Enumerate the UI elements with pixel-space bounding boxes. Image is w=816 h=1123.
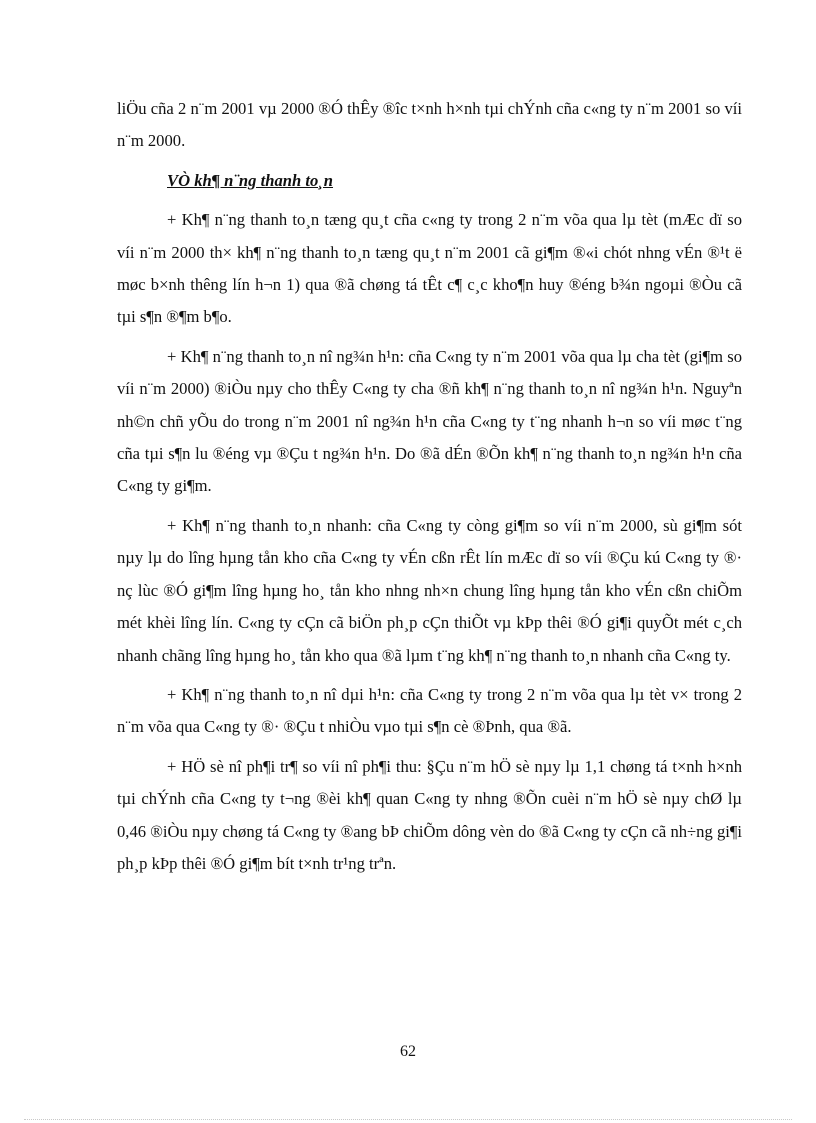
section-heading: VÒ kh¶ n¨ng thanh to¸n [167, 170, 334, 190]
paragraph-long-term-solvency: + Kh¶ n¨ng thanh to¸n nî dµi h¹n: cña C«ng ty trong 2 n¨m võa qua lµ tèt v× trong 2 n¨m võa qua C«ng ty ®· ®Çu t nhiÒu vµo tµi s¶n cè ®Þnh, qua ®ã. [117, 684, 742, 737]
page-bottom-divider [24, 1119, 792, 1120]
page-number: 62 [400, 1043, 416, 1060]
paragraph-payables-receivables: + HÖ sè nî ph¶i tr¶ so víi nî ph¶i thu: §Çu n¨m hÖ sè nµy lµ 1,1 chøng tá t×nh h×nh tµi chÝnh cña C«ng ty t¬ng ®èi kh¶ quan C«ng ty nhng ®Õn cuèi n¨m hÖ sè nµy chØ lµ 0,46 ®iÒu nµy chøng tá C«ng ty ®ang bÞ chiÕm dông vèn do ®ã C«ng ty cÇn cã nh÷ng gi¶i ph¸p kÞp thêi ®Ó gi¶m bít t×nh tr¹ng trªn. [117, 756, 742, 873]
paragraph-intro-continuation: liÖu cña 2 n¨m 2001 vµ 2000 ®Ó thÊy ®îc t×nh h×nh tµi chÝnh cña c«ng ty n¨m 2001 so víi n¨m 2000. [117, 99, 742, 151]
paragraph-general-solvency: + Kh¶ n¨ng thanh to¸n tæng qu¸t cña c«ng ty trong 2 n¨m võa qua lµ tèt (mÆc dï so víi n¨m 2000 th× kh¶ n¨ng thanh to¸n tæng qu¸t n¨m 2001 cã gi¶m ®«i chót nhng vÉn ®¹t ë møc b×nh thêng lín h¬n 1) qua ®ã chøng tá tÊt c¶ c¸c kho¶n huy ®éng b¾n ngoµi ®Òu cã tµi s¶n ®¶m b¶o. [117, 210, 742, 327]
paragraph-quick-ratio: + Kh¶ n¨ng thanh to¸n nhanh: cña C«ng ty còng gi¶m so víi n¨m 2000, sù gi¶m sót nµy lµ do lîng hµng tån kho cña C«ng ty vÉn cßn rÊt lín mÆc dï so víi ®Çu kú C«ng ty ®· nç lùc ®Ó gi¶m lîng hµng ho¸ tån kho nhng nh×n chung lîng hµng tån kho vÉn cßn chiÕm mét khèi lîng lín. C«ng ty cÇn cã biÖn ph¸p cÇn thiÕt vµ kÞp thêi ®Ó gi¶i quyÕt mét c¸ch nhanh chãng lîng hµng ho¸ tån kho qua ®ã lµm t¨ng kh¶ n¨ng thanh to¸n nhanh cña C«ng ty. [117, 515, 742, 665]
paragraph-short-term-solvency: + Kh¶ n¨ng thanh to¸n nî ng¾n h¹n: cña C«ng ty n¨m 2001 võa qua lµ cha tèt (gi¶m so víi n¨m 2000) ®iÒu nµy cho thÊy C«ng ty cha ®ñ kh¶ n¨ng thanh to¸n nî ng¾n h¹n. Nguyªn nh©n chñ yÕu do trong n¨m 2001 nî ng¾n h¹n cña C«ng ty t¨ng nhanh h¬n so víi møc t¨ng cña tµi s¶n lu ®éng vµ ®Çu t ng¾n h¹n. Do ®ã dÉn ®Õn kh¶ n¨ng thanh to¸n ng¾n h¹n cña C«ng ty gi¶m. [117, 346, 742, 496]
body-text [117, 93, 742, 887]
